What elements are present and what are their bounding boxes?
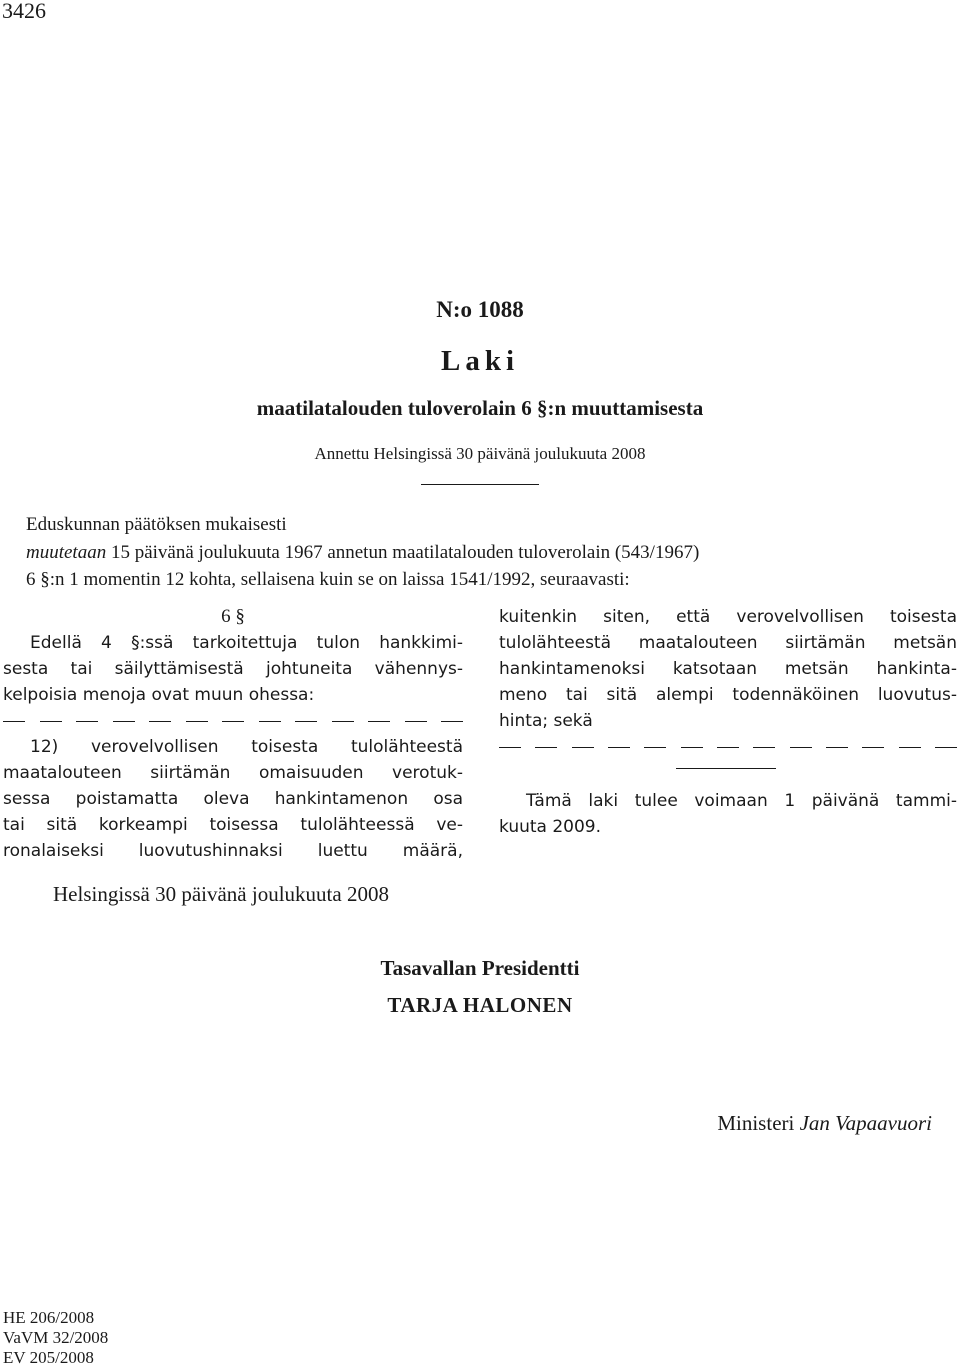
omission-dashes <box>3 708 463 734</box>
text-line: tai sitä korkeampi toisessa tulolähteessä ve- <box>3 815 463 835</box>
text-line: hankintamenoksi katsotaan metsän hankinta- <box>499 659 957 679</box>
president-title: Tasavallan Presidentti <box>380 956 580 980</box>
paragraph <box>3 734 463 864</box>
text-line: hinta; sekä <box>499 711 593 731</box>
left-column <box>3 604 463 864</box>
section-heading: 6 § <box>221 606 245 627</box>
issued-date-line: Annettu Helsingissä 30 päivänä joulukuuta 2008 <box>314 444 646 463</box>
omission-dashes <box>499 734 957 760</box>
text-line: Edellä 4 §:ssä tarkoitettuja tulon hankkimi- <box>30 633 463 653</box>
right-column <box>499 604 957 840</box>
text-line: kelpoisia menoja ovat muun ohessa: <box>3 685 315 705</box>
reference-item: HE 206/2008 <box>3 1308 95 1327</box>
place-date: Helsingissä 30 päivänä joulukuuta 2008 <box>53 882 389 906</box>
text-line: Tämä laki tulee voimaan 1 päivänä tammi- <box>526 791 957 811</box>
paragraph <box>499 604 957 734</box>
president-name: TARJA HALONEN <box>387 993 573 1017</box>
statute-number: N:o 1088 <box>436 297 524 322</box>
preamble-text: 15 päivänä joulukuuta 1967 annetun maatilatalouden tuloverolain (543/1967) <box>106 541 700 563</box>
reference-item: VaVM 32/2008 <box>3 1328 109 1347</box>
title-divider <box>421 484 539 485</box>
text-line: 12) verovelvollisen toisesta tulolähteestä <box>30 737 463 757</box>
law-title: Laki <box>440 345 520 377</box>
text-line: kuitenkin siten, että verovelvollisen toisesta <box>499 607 957 627</box>
preamble-line: Eduskunnan päätöksen mukaisesti <box>26 514 287 535</box>
minister-label: Ministeri <box>717 1111 795 1135</box>
text-line: kuuta 2009. <box>499 817 602 837</box>
law-subtitle: maatilatalouden tuloverolain 6 §:n muuttamisesta <box>256 396 704 420</box>
preamble <box>26 511 936 594</box>
references <box>3 1308 108 1368</box>
preamble-amend-word: muutetaan <box>26 541 107 563</box>
preamble-line: 6 §:n 1 momentin 12 kohta, sellaisena kuin se on laissa 1541/1992, seuraavasti: <box>26 569 630 590</box>
text-line: meno tai sitä alempi todennäköinen luovutus- <box>499 685 957 705</box>
page-number: 3426 <box>2 0 46 23</box>
text-line: sesta tai säilyttämisestä johtuneita vähennys- <box>3 659 463 679</box>
minister-name: Jan Vapaavuori <box>799 1111 932 1135</box>
paragraph <box>3 630 463 708</box>
preamble-line <box>26 539 936 567</box>
text-line: ronalaiseksi luovutushinnaksi luettu määrä, <box>3 841 463 861</box>
reference-item: EV 205/2008 <box>3 1348 94 1367</box>
minister-signature <box>717 1111 932 1136</box>
text-line: tulolähteestä maatalouteen siirtämän metsän <box>499 633 957 653</box>
text-line: sessa poistamatta oleva hankintamenon osa <box>3 789 463 809</box>
end-divider <box>676 768 776 769</box>
text-line: maatalouteen siirtämän omaisuuden verotuk- <box>3 763 463 783</box>
paragraph <box>499 788 957 840</box>
